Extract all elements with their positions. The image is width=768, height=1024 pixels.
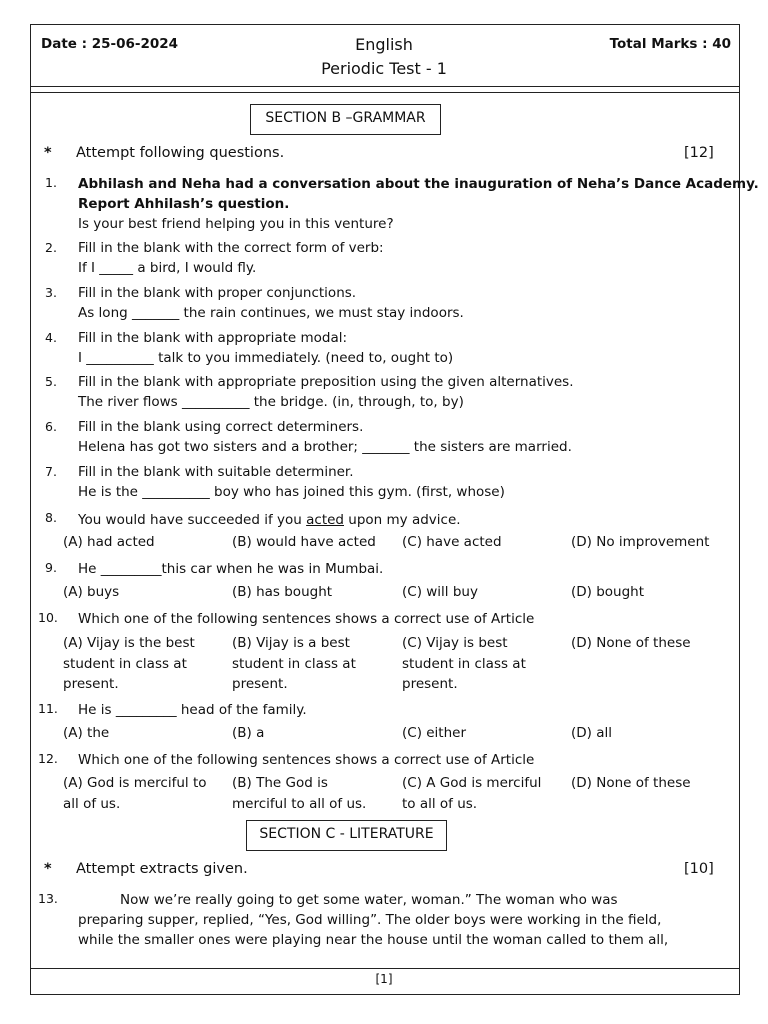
option-a: [63, 633, 195, 695]
question-text: The river flows __________ the bridge. (in, through, to, by): [78, 394, 464, 410]
test-title: Periodic Test - 1: [321, 59, 447, 78]
question-text: Fill in the blank with proper conjunctions.: [78, 285, 357, 301]
extract-text: preparing supper, replied, “Yes, God willing”. The older boys were working in the field,: [78, 912, 662, 928]
option-a: (A) buys: [63, 584, 120, 600]
option-c: (C) either: [402, 725, 467, 741]
option-line: (D) None of these: [571, 635, 691, 651]
question-text: Abhilash and Neha had a conversation about the inauguration of Neha’s Dance Academy.: [78, 176, 759, 192]
subject-title: English: [355, 35, 413, 54]
header-divider-2: [30, 92, 740, 93]
question-text: Helena has got two sisters and a brother; _______ the sisters are married.: [78, 439, 572, 455]
section-b-instruction: Attempt following questions.: [76, 145, 285, 161]
question-number: 10.: [38, 610, 58, 625]
bullet-star: *: [44, 145, 52, 161]
question-number: 11.: [38, 701, 58, 716]
page-number: [1]: [375, 972, 393, 986]
question-text: He _________this car when he was in Mumbai.: [78, 561, 384, 577]
option-b: (B) has bought: [232, 584, 333, 600]
question-text: Fill in the blank with the correct form of verb:: [78, 240, 384, 256]
option-line: to all of us.: [402, 795, 478, 812]
question-number: 1.: [45, 175, 57, 190]
option-line: (D) None of these: [571, 775, 691, 791]
option-a: (A) the: [63, 725, 110, 741]
section-b-marks: [12]: [684, 145, 714, 161]
question-text: As long _______ the rain continues, we must stay indoors.: [78, 305, 464, 321]
option-line: (C) Vijay is best: [402, 635, 508, 651]
option-line: all of us.: [63, 795, 121, 812]
question-text: Fill in the blank using correct determiners.: [78, 419, 364, 435]
option-line: present.: [402, 676, 458, 692]
question-text: He is _________ head of the family.: [78, 702, 307, 718]
option-c: (C) have acted: [402, 534, 502, 550]
option-c: [402, 773, 541, 814]
option-d: (D) all: [571, 725, 612, 741]
question-number: 3.: [45, 285, 57, 300]
option-b: (B) a: [232, 725, 265, 741]
option-a: [63, 773, 207, 814]
option-line: student in class at: [402, 655, 526, 672]
option-c: [402, 633, 526, 695]
option-d: [571, 773, 691, 794]
option-line: (B) Vijay is a best: [232, 635, 350, 651]
option-d: [571, 633, 691, 654]
section-c-instruction: Attempt extracts given.: [76, 861, 248, 877]
option-b: [232, 633, 356, 695]
exam-date: Date : 25-06-2024: [41, 36, 179, 52]
section-c-title: SECTION C - LITERATURE: [246, 820, 447, 851]
extract-text: Now we’re really going to get some water, woman.” The woman who was: [120, 892, 618, 908]
option-b: [232, 773, 366, 814]
option-line: (B) The God is: [232, 775, 328, 791]
question-number: 8.: [45, 510, 57, 525]
question-text: Fill in the blank with appropriate preposition using the given alternatives.: [78, 374, 574, 390]
question-number: 5.: [45, 374, 57, 389]
option-line: student in class at: [232, 655, 356, 672]
question-number: 7.: [45, 464, 57, 479]
option-line: merciful to all of us.: [232, 795, 367, 812]
question-text: Fill in the blank with appropriate modal:: [78, 330, 348, 346]
question-text: He is the __________ boy who has joined this gym. (first, whose): [78, 484, 505, 500]
question-text-pre: You would have succeeded if you: [78, 512, 307, 528]
section-c-marks: [10]: [684, 861, 714, 877]
question-number: 6.: [45, 419, 57, 434]
question-text: Is your best friend helping you in this venture?: [78, 216, 394, 232]
question-number: 2.: [45, 240, 57, 255]
question-text: I __________ talk to you immediately. (need to, ought to): [78, 350, 454, 366]
option-d: (D) No improvement: [571, 534, 710, 550]
option-line: (C) A God is merciful: [402, 775, 542, 791]
question-text: Which one of the following sentences shows a correct use of Article: [78, 611, 535, 627]
total-marks: Total Marks : 40: [609, 36, 731, 52]
bullet-star: *: [44, 861, 52, 877]
option-line: present.: [63, 676, 119, 692]
question-text-post: upon my advice.: [344, 512, 461, 528]
footer-divider: [30, 968, 740, 969]
option-line: student in class at: [63, 655, 187, 672]
question-number: 12.: [38, 751, 58, 766]
option-b: (B) would have acted: [232, 534, 376, 550]
question-text: Report Ahhilash’s question.: [78, 196, 290, 212]
question-number: 4.: [45, 330, 57, 345]
question-number: 9.: [45, 560, 57, 575]
question-text: Which one of the following sentences shows a correct use of Article: [78, 752, 535, 768]
underlined-word: acted: [306, 512, 344, 528]
option-a: (A) had acted: [63, 534, 155, 550]
question-text: [78, 510, 461, 530]
question-number: 13.: [38, 891, 58, 906]
section-b-title: SECTION B –GRAMMAR: [250, 104, 441, 135]
header-divider: [30, 86, 740, 87]
question-text: Fill in the blank with suitable determiner.: [78, 464, 354, 480]
extract-text: while the smaller ones were playing near the house until the woman called to them all,: [78, 932, 669, 948]
option-line: (A) Vijay is the best: [63, 635, 195, 651]
option-line: present.: [232, 676, 288, 692]
option-c: (C) will buy: [402, 584, 478, 600]
option-line: (A) God is merciful to: [63, 775, 207, 791]
option-d: (D) bought: [571, 584, 645, 600]
question-text: If I _____ a bird, I would fly.: [78, 260, 257, 276]
